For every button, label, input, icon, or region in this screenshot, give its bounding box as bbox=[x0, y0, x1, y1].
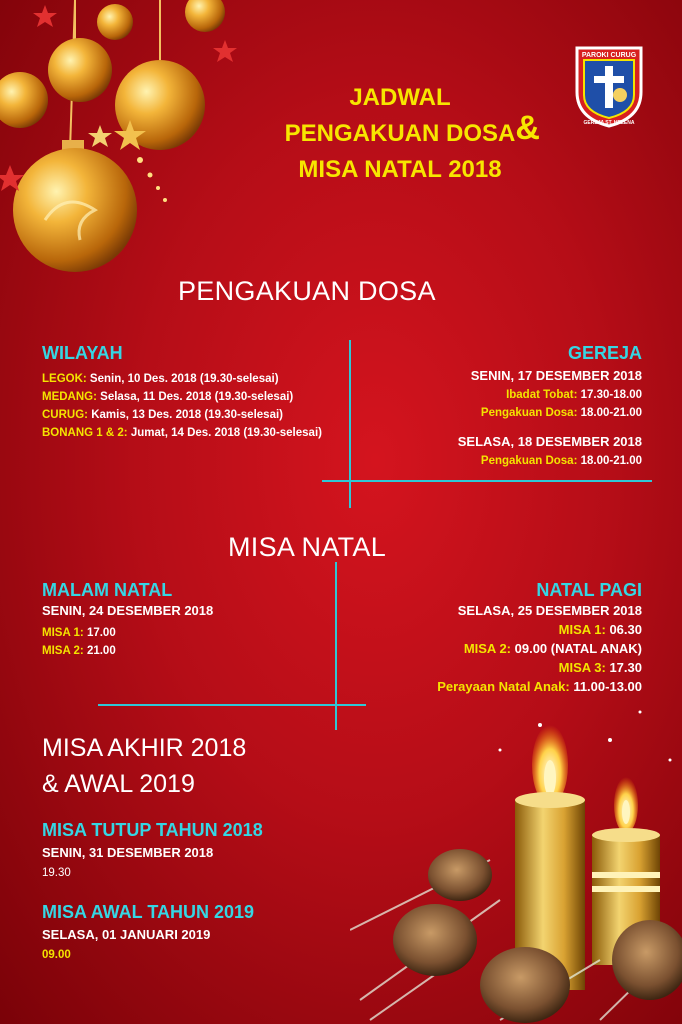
malam-misa-2: MISA 2: 21.00 bbox=[42, 645, 116, 657]
misa-tutup-time: 19.30 bbox=[42, 867, 71, 879]
wilayah-item: CURUG: Kamis, 13 Des. 2018 (19.30-selesai) bbox=[42, 409, 283, 421]
title-line-2: PENGAKUAN DOSA & bbox=[284, 109, 540, 147]
pengakuan-vertical-divider bbox=[349, 340, 351, 508]
gereja-day-1: SENIN, 17 DESEMBER 2018 bbox=[470, 368, 642, 383]
natal-pagi-section bbox=[360, 580, 642, 696]
misa-awal-time: 09.00 bbox=[42, 949, 71, 961]
poster-title bbox=[250, 80, 550, 188]
title-line-1: JADWAL bbox=[349, 84, 451, 111]
misa-awal-section bbox=[42, 902, 342, 964]
natal-pagi-date: SELASA, 25 DESEMBER 2018 bbox=[457, 603, 642, 618]
malam-misa-1: MISA 1: 17.00 bbox=[42, 627, 116, 639]
natal-pagi-title: NATAL PAGI bbox=[536, 580, 642, 600]
gereja-day-2: SELASA, 18 DESEMBER 2018 bbox=[457, 434, 642, 449]
parish-logo bbox=[572, 40, 646, 128]
christmas-ornaments-decoration bbox=[0, 0, 240, 290]
pagi-misa-3: MISA 3: 17.30 bbox=[558, 660, 642, 675]
misa-tutup-date: SENIN, 31 DESEMBER 2018 bbox=[42, 845, 214, 860]
pagi-misa-2: MISA 2: 09.00 (NATAL ANAK) bbox=[463, 641, 642, 656]
pagi-misa-1: MISA 1: 06.30 bbox=[558, 622, 642, 637]
title-line-3: MISA NATAL 2018 bbox=[298, 156, 502, 183]
misa-awal-date: SELASA, 01 JANUARI 2019 bbox=[42, 927, 211, 942]
misa-tutup-title: MISA TUTUP TAHUN 2018 bbox=[42, 820, 263, 840]
logo-top-text: PAROKI CURUG bbox=[581, 52, 637, 59]
pengakuan-dosa-day-1: Pengakuan Dosa: 18.00-21.00 bbox=[480, 407, 642, 419]
ibadat-tobat: Ibadat Tobat: 17.30-18.00 bbox=[506, 389, 642, 401]
misa-natal-heading: MISA NATAL bbox=[228, 532, 387, 562]
misa-awal-title: MISA AWAL TAHUN 2019 bbox=[42, 902, 255, 922]
wilayah-item: BONANG 1 & 2: Jumat, 14 Des. 2018 (19.30-selesai) bbox=[42, 427, 322, 439]
malam-natal-section bbox=[42, 580, 322, 660]
ampersand: & bbox=[515, 109, 540, 147]
gereja-section bbox=[380, 343, 642, 470]
akhir-awal-heading: MISA AKHIR 2018 & AWAL 2019 bbox=[42, 734, 247, 798]
pengakuan-dosa-day-2: Pengakuan Dosa: 18.00-21.00 bbox=[480, 455, 642, 467]
wilayah-item: LEGOK: Senin, 10 Des. 2018 (19.30-selesai) bbox=[42, 373, 279, 385]
candles-pinecones-decoration bbox=[350, 700, 682, 1024]
wilayah-item: MEDANG: Selasa, 11 Des. 2018 (19.30-selesai) bbox=[42, 391, 294, 403]
wilayah-title: WILAYAH bbox=[42, 343, 123, 363]
pengakuan-horizontal-divider bbox=[322, 480, 652, 482]
perayaan-natal-anak: Perayaan Natal Anak: 11.00-13.00 bbox=[437, 679, 642, 694]
malam-natal-date: SENIN, 24 DESEMBER 2018 bbox=[42, 603, 214, 618]
logo-bottom-text: GEREJA ST. HELENA bbox=[583, 120, 635, 126]
misa-tutup-section bbox=[42, 820, 342, 882]
misa-natal-horizontal-divider bbox=[98, 704, 366, 706]
malam-natal-title: MALAM NATAL bbox=[42, 580, 173, 600]
pengakuan-heading: PENGAKUAN DOSA bbox=[178, 276, 436, 306]
gereja-title: GEREJA bbox=[567, 343, 642, 363]
wilayah-section bbox=[42, 343, 342, 442]
